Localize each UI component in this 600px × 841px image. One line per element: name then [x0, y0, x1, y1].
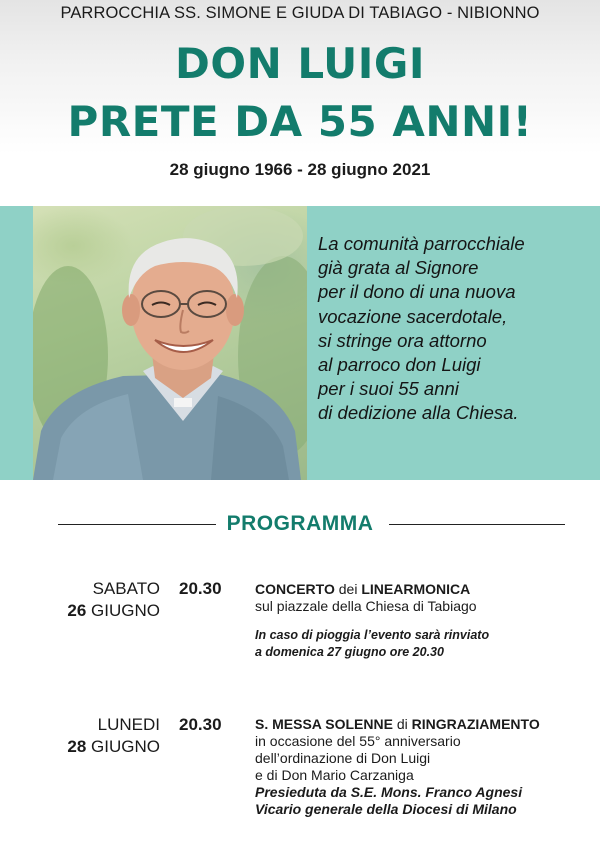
- event-details: [255, 581, 595, 661]
- page-subtitle: PRETE DA 55 ANNI!: [67, 97, 533, 146]
- event-date: [67, 714, 160, 758]
- intro-line: di dedizione alla Chiesa.: [318, 402, 519, 424]
- intro-line: al parroco don Luigi: [318, 354, 481, 376]
- anniversary-dates: 28 giugno 1966 - 28 giugno 2021: [169, 160, 431, 179]
- event-line: e di Don Mario Carzaniga: [255, 767, 414, 783]
- event-time: 20.30: [179, 579, 222, 598]
- event-day: [67, 600, 160, 622]
- event-day: [67, 736, 160, 758]
- intro-line: già grata al Signore: [318, 257, 479, 279]
- portrait-photo: [33, 206, 307, 480]
- event-title: CONCERTO dei LINEARMONICA: [255, 581, 471, 597]
- event-note: a domenica 27 giugno ore 20.30: [255, 645, 444, 659]
- event-title: S. MESSA SOLENNE di RINGRAZIAMENTO: [255, 716, 540, 732]
- event-line: dell’ordinazione di Don Luigi: [255, 750, 431, 766]
- event-day-number: 26: [67, 601, 87, 620]
- intro-text: [318, 232, 588, 426]
- event-weekday: LUNEDI: [97, 715, 160, 734]
- page-title: DON LUIGI: [175, 39, 425, 88]
- event-presider: Presieduta da S.E. Mons. Franco Agnesi: [255, 784, 523, 800]
- intro-line: per i suoi 55 anni: [318, 378, 459, 400]
- intro-line: per il dono di una nuova: [318, 281, 516, 303]
- event-month: GIUGNO: [91, 737, 160, 756]
- event-presider-role: Vicario generale della Diocesi di Milano: [255, 801, 517, 817]
- event-date: [67, 578, 160, 622]
- event-details: [255, 716, 595, 818]
- divider-right: [389, 524, 565, 525]
- event-note: In caso di pioggia l’evento sarà rinviato: [255, 628, 490, 642]
- event-month: GIUGNO: [91, 601, 160, 620]
- event-weekday: SABATO: [92, 579, 160, 598]
- parish-name: PARROCCHIA SS. SIMONE E GIUDA DI TABIAGO - NIBIONNO: [60, 4, 540, 22]
- intro-line: La comunità parrocchiale: [318, 233, 525, 254]
- event-day-number: 28: [67, 737, 87, 756]
- event-line: in occasione del 55° anniversario: [255, 733, 461, 749]
- program-heading: PROGRAMMA: [226, 512, 374, 535]
- intro-line: vocazione sacerdotale,: [318, 305, 508, 327]
- intro-line: si stringe ora attorno: [318, 329, 487, 351]
- event-time: 20.30: [179, 715, 222, 734]
- event-location: sul piazzale della Chiesa di Tabiago: [255, 598, 477, 614]
